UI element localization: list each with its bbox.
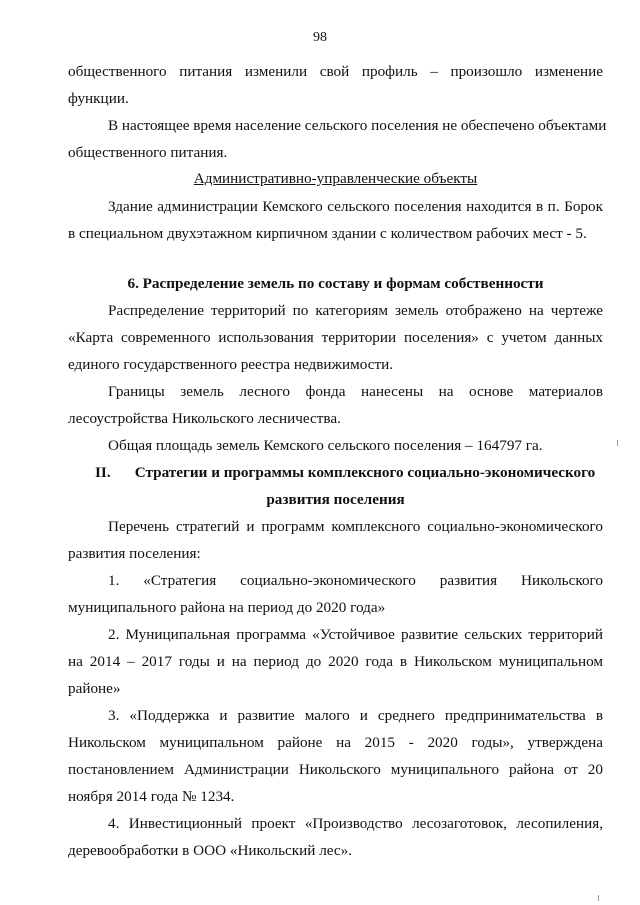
text-line: единого государственного реестра недвижимости. — [68, 356, 394, 373]
section-number-roman: II. — [95, 464, 111, 481]
text-line: постановлением Администрации Никольского муниципального района от 20 — [68, 761, 603, 778]
text-line: районе» — [68, 680, 121, 697]
list-item-4: 4. Инвестиционный проект «Производство лесозаготовок, лесопиления, — [108, 815, 603, 832]
list-item-3: 3. «Поддержка и развитие малого и среднего предпринимательства в — [108, 707, 603, 724]
section-heading-ii-cont: развития поселения — [266, 491, 405, 508]
text-line: на 2014 – 2017 годы и на период до 2020 года в Никольском муниципальном — [68, 653, 603, 670]
text-line: В настоящее время население сельского поселения не обеспечено объектами — [108, 117, 607, 134]
list-item-1: 1. «Стратегия социально-экономического развития Никольского — [108, 572, 603, 589]
list-item-2: 2. Муниципальная программа «Устойчивое развитие сельских территорий — [108, 626, 603, 643]
page-number: 98 — [313, 30, 327, 45]
text-line: Здание администрации Кемского сельского поселения находится в п. Борок — [108, 198, 603, 215]
text-line: лесоустройства Никольского лесничества. — [68, 410, 341, 427]
text-line: Никольском муниципальном районе на 2015 - 2020 годы», утверждена — [68, 734, 603, 751]
text-line: общественного питания. — [68, 144, 228, 161]
text-line: муниципального района на период до 2020 года» — [68, 599, 386, 616]
section-heading-ii: Стратегии и программы комплексного социально-экономического — [134, 464, 596, 481]
scan-mark — [598, 895, 599, 901]
text-line: ноября 2014 года № 1234. — [68, 788, 235, 805]
text-line: «Карта современного использования территории поселения» с учетом данных — [68, 329, 603, 346]
scan-mark — [617, 440, 618, 446]
text-line: Перечень стратегий и программ комплексного социально-экономического — [108, 518, 603, 535]
text-line: в специальном двухэтажном кирпичном здании с количеством рабочих мест - 5. — [68, 225, 587, 242]
text-line: развития поселения: — [68, 545, 201, 562]
text-line: Границы земель лесного фонда нанесены на основе материалов — [108, 383, 603, 400]
text-line: деревообработки в ООО «Никольский лес». — [68, 842, 353, 859]
section-subheading: Административно-управленческие объекты — [193, 170, 478, 187]
text-line: общественного питания изменили свой профиль – произошло изменение — [68, 63, 603, 80]
text-line: Распределение территорий по категориям земель отображено на чертеже — [108, 302, 603, 319]
text-line: Общая площадь земель Кемского сельского поселения – 164797 га. — [108, 437, 543, 454]
text-line: функции. — [68, 90, 129, 107]
section-heading-6: 6. Распределение земель по составу и формам собственности — [127, 275, 544, 292]
